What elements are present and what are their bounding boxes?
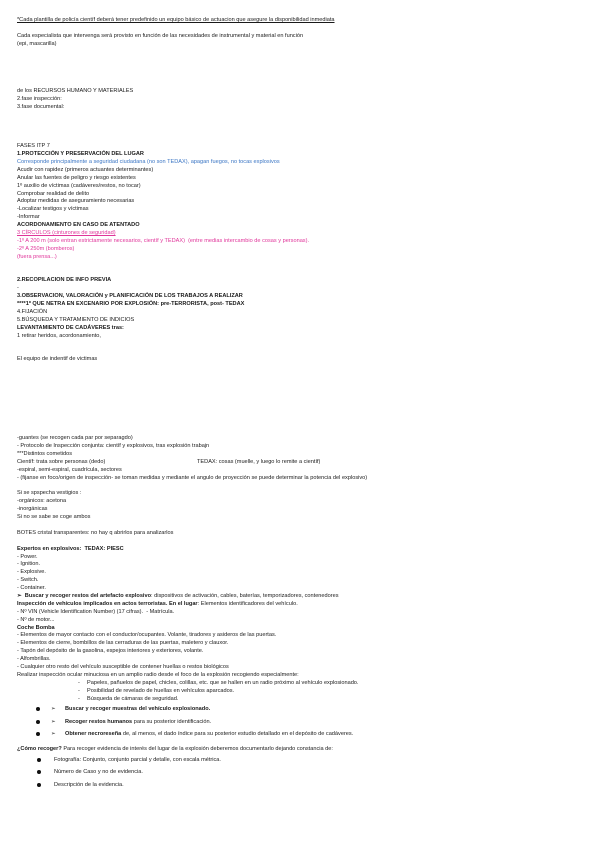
arrow-icon: ➢	[51, 718, 56, 725]
text-line: Adoptar medidas de aseguramiento necesarias	[17, 198, 135, 205]
text-line: 4.FIJACIÓN	[17, 308, 48, 315]
bullet-item	[17, 766, 592, 779]
text-line: -guantes (se recogen cada par por separagdo)	[17, 435, 133, 442]
dash-item	[17, 680, 592, 688]
intro-note: *Cada plantilla de policía científ deberá tener predefinido un equipo básico de actuacion que asegure la disponibilidad inmediata	[17, 17, 335, 23]
bullet-text: Fotografía: Conjunto, conjunto parcial y detalle, con escala métrica.	[54, 756, 221, 763]
text-line	[17, 601, 592, 609]
section-heading: ****1º QUE NETRA EN EXCENARIO POR EXPLOSIÓN: pre-TERRORISTA, post- TEDAX	[17, 301, 245, 308]
text-line: El equipo de indentif de victimas	[17, 356, 98, 363]
text-line: ***Distintos cometidos	[17, 450, 73, 457]
list-item: - Nº VIN (Vehicle Identification Number) (17 cifras). - Matrícula.	[17, 608, 175, 615]
science-column: Científ: trata sobre personas (dedo)	[17, 458, 106, 465]
text-line: FASES ITP 7	[17, 143, 50, 150]
bullet-icon	[37, 758, 41, 762]
text-line: BOTES cristal transparentes: no hay q abrirlos para analizarlos	[17, 529, 174, 536]
text-line: -orgánicos: acetona	[17, 498, 67, 505]
text-line: 1º auxilio de víctimas (cadáveres/restos, no tocar)	[17, 182, 141, 189]
dash-icon: -	[78, 679, 80, 686]
text-line: Comprobar realidad de delito	[17, 190, 90, 197]
bold-phrase: ➢ Buscar y recoger restos del artefacto explosivo	[17, 593, 152, 600]
dash-icon: -	[78, 687, 80, 694]
dash-item	[17, 688, 592, 696]
text-line: Si se spspecha vestigios :	[17, 490, 82, 497]
text-span: Para recoger evidencia de interés del lugar de la explosión deberemos documentarlo dejando constancia de:	[61, 745, 333, 752]
bullet-icon	[36, 707, 40, 711]
dash-item-text: Papeles, pañuelos de papel, chicles, colillas, etc. que se hallen en un radio próximo al vehículo explosionado.	[87, 679, 359, 686]
text-line: -inorgánicas	[17, 506, 48, 513]
highlight-line: (fuera prensa...)	[17, 253, 57, 260]
text-span: : Elementos identificadores del vehículo.	[197, 600, 298, 607]
highlight-line: -1º A 200 m (solo entran estrictamente necesarios, científ y TEDAX) (entre medias intercambio de cosas y personas).	[17, 237, 310, 244]
text-line: Realizar inspección ocular minuciosa en un amplio radio desde el foco de la explosión recogiendo especialmente:	[17, 671, 299, 678]
bullet-bold: Recoger restos humanos	[65, 718, 133, 725]
document-page	[17, 17, 592, 791]
highlight-line: -2º A 250m (bomberos)	[17, 245, 75, 252]
bullet-text: Buscar y recoger muestras del vehículo explosionado.	[65, 706, 211, 713]
text-line: 5.BÚSQUEDA Y TRATAMIENTO DE INDICIOS	[17, 316, 135, 323]
section-heading: 3.OBSERVACION, VALORACIÓN y PLANIFICACIÓN DE LOS TRABAJOS A REALIZAR	[17, 293, 243, 300]
list-item: - Tapón del depósito de la gasolina, espejos interiores y exteriores, volante.	[17, 648, 204, 655]
section-heading: 1.PROTECCIÓN Y PRESERVACIÓN DEL LUGAR	[17, 151, 144, 158]
bullet-icon	[37, 783, 41, 787]
dash-item	[17, 696, 592, 704]
list-item: - Container.	[17, 585, 46, 592]
tedax-column: TEDAX: cosas (muelle, y luego lo remite a científ)	[197, 458, 321, 465]
list-item: - Elementos de mayor contacto con el conductor/ocupantes. Volante, tiradores y asideros de las puertas.	[17, 632, 277, 639]
bullet-bold: Obtener necroreseña	[65, 731, 122, 738]
bullet-text: Número de Caso y no de evidencia.	[54, 769, 143, 776]
text-line: (epi, mascarilla)	[17, 40, 57, 47]
list-item: - Nº de motor...	[17, 616, 55, 623]
section-heading: LEVANTAMIENTO DE CADÁVERES tras:	[17, 324, 124, 331]
bullet-item	[17, 716, 592, 729]
section-heading: Expertos en explosivos: TEDAX: PIESC	[17, 545, 124, 552]
text-line: 1 retirar heridos, acordonamiento,	[17, 332, 101, 339]
text-span: : dispositivos de activación, cables, baterías, temporizadores, contenedores	[151, 593, 339, 600]
list-item: - Switch.	[17, 577, 39, 584]
text-line: - (fijanse en foco/origen de inspección- se toman medidas y mediante el angulo de proyección se puede determinar la potencia del explosivo)	[17, 474, 368, 481]
bullet-icon	[36, 732, 40, 736]
bullet-icon	[36, 720, 40, 724]
list-item: - Cualquier otro resto del vehículo susceptible de contener huellas o restos biológicos	[17, 664, 229, 671]
text-line: 2.fase inspección:	[17, 95, 62, 102]
text-line: Acudir con rapidez (primeros actuantes determinantes)	[17, 166, 154, 173]
text-line: -Informar	[17, 214, 40, 221]
text-line: - Protocolo de Inspección conjunta: científ y explosivos, tras explosión trabajn	[17, 443, 210, 450]
text-line	[17, 459, 592, 467]
highlight-line: 3 CÍRCULOS (cinturones de seguridad)	[17, 230, 116, 237]
bullet-item	[17, 703, 592, 716]
list-item: - Ignition.	[17, 561, 41, 568]
text-line	[17, 593, 592, 601]
text-line: de los RECURSOS HUMANO Y MATERIALES	[17, 88, 134, 95]
text-line: -	[17, 285, 19, 292]
text-line: Cada especialista que intervenga será provisto en función de las necesidades de instrumental y material en función	[17, 32, 304, 39]
dash-item-text: Posibilidad de revelado de huellas en vehículos aparcados.	[87, 687, 235, 694]
bullet-text: de, al menos, el dado índice para su posterior estudio detallado en el depósito de cadáveres.	[121, 731, 354, 738]
bullet-text: Descripción de la evidencia.	[54, 781, 124, 788]
question-label: ¿Cómo recoger?	[17, 745, 62, 752]
dash-item-text: Búsqueda de cámaras de seguridad.	[87, 695, 179, 702]
list-item: - Explosive.	[17, 569, 46, 576]
bullet-item	[17, 728, 592, 741]
text-line: -Localizar testigos y víctimas	[17, 206, 89, 213]
bullet-text: para su posterior identificación.	[132, 718, 212, 725]
bullet-item	[17, 779, 592, 792]
text-line	[17, 746, 592, 754]
list-item: - Power.	[17, 553, 38, 560]
list-item: - Elementos de cierre, bombillos de las cerraduras de las puertas, maletero y clauxor.	[17, 640, 229, 647]
text-line: Anular las fuentes de peligro y riesgo existentes	[17, 174, 136, 181]
highlight-line: Corresponde principalmente a seguridad ciudadana (no son TEDAX), apagan fuegos, no tocas explosivos	[17, 159, 280, 166]
text-line: Si no se sabe se coge ambos	[17, 514, 91, 521]
arrow-icon: ➢	[51, 731, 56, 738]
bullet-item	[17, 754, 592, 767]
section-heading: ACORDONAMIENTO EN CASO DE ATENTADO	[17, 222, 140, 229]
arrow-icon: ➢	[51, 706, 56, 713]
bold-phrase: Inspección de vehículos implicados en actos terroristas. En el lugar	[17, 600, 198, 607]
list-item: - Alfombrillas.	[17, 656, 51, 663]
section-heading: 2.RECOPILACION DE INFO PREVIA	[17, 277, 112, 284]
section-heading: Coche Bomba	[17, 624, 55, 631]
text-line: 3.fase documental:	[17, 103, 65, 110]
dash-icon: -	[78, 695, 80, 702]
text-line: -espiral, semi-espiral, cuadrícula, sectores	[17, 466, 122, 473]
